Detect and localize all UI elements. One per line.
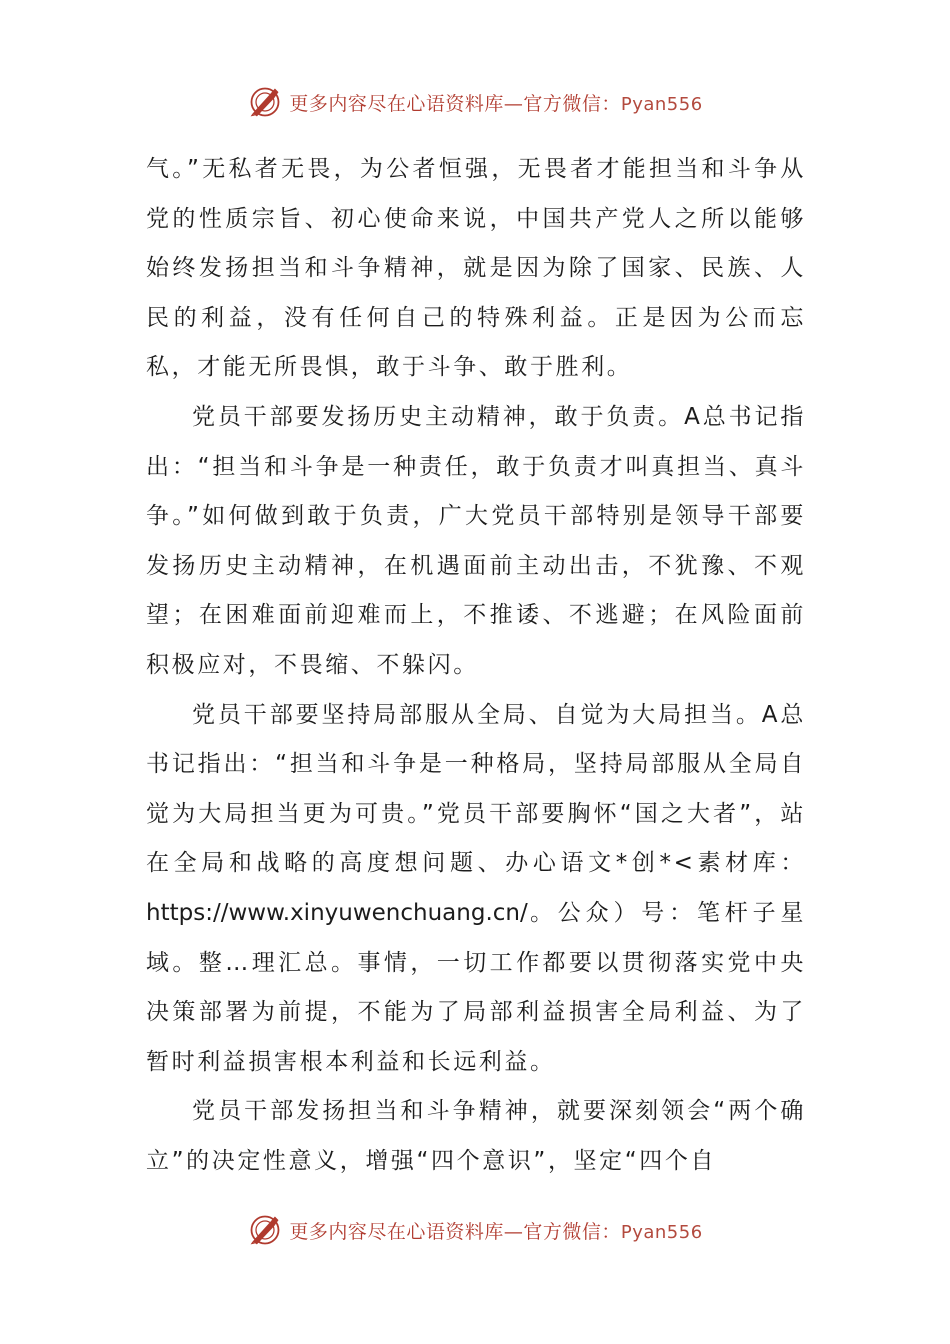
footer-banner bbox=[0, 1208, 950, 1252]
pen-logo-icon bbox=[247, 84, 283, 120]
header-site-text: 更多内容尽在心语资料库—官方微信： bbox=[289, 92, 621, 115]
footer-banner-text bbox=[289, 1217, 702, 1244]
paragraph-3-text-a: 党员干部要坚持局部服从全局、自觉为大局担当。A总书记指出：“担当和斗争是一种格局，坚持局部服从全局自觉为大局担当更为可贵。”党员干部要胸怀“国之大者”，站在全局和战略的高度想问题、办心语文*创*<素材库： bbox=[146, 701, 806, 877]
paragraph-3 bbox=[146, 691, 806, 1088]
header-wechat-id: Pyan556 bbox=[620, 93, 703, 115]
footer-site-text: 更多内容尽在心语资料库—官方微信： bbox=[289, 1220, 621, 1243]
header-banner bbox=[0, 80, 950, 124]
paragraph-1: 气。”无私者无畏，为公者恒强，无畏者才能担当和斗争从党的性质宗旨、初心使命来说，中国共产党人之所以能够始终发扬担当和斗争精神，就是因为除了国家、民族、人民的利益，没有任何自己的特殊利益。正是因为公而忘私，才能无所畏惧，敢于斗争、敢于胜利。 bbox=[146, 156, 806, 381]
source-url: https://www.xinyuwenchuang.cn/ bbox=[146, 899, 528, 926]
footer-wechat-id: Pyan556 bbox=[620, 1221, 703, 1243]
paragraph-3-text-b: 。公众）号：笔杆子星域。整…理汇总。事情，一切工作都要以贯彻落实党中央决策部署为前提，不能为了局部利益损害全局利益、为了暂时利益损害根本利益和长远利益。 bbox=[146, 899, 806, 1075]
pen-logo-icon bbox=[247, 1212, 283, 1248]
header-banner-text bbox=[289, 89, 702, 116]
paragraph-4: 党员干部发扬担当和斗争精神，就要深刻领会“两个确立”的决定性意义，增强“四个意识”，坚定“四个自 bbox=[146, 1098, 806, 1174]
article-body bbox=[146, 145, 806, 1186]
paragraph-2: 党员干部要发扬历史主动精神，敢于负责。A总书记指出：“担当和斗争是一种责任，敢于负责才叫真担当、真斗争。”如何做到敢于负责，广大党员干部特别是领导干部要发扬历史主动精神，在机遇面前主动出击，不犹豫、不观望；在困难面前迎难而上，不推诿、不逃避；在风险面前积极应对，不畏缩、不躲闪。 bbox=[146, 403, 806, 678]
